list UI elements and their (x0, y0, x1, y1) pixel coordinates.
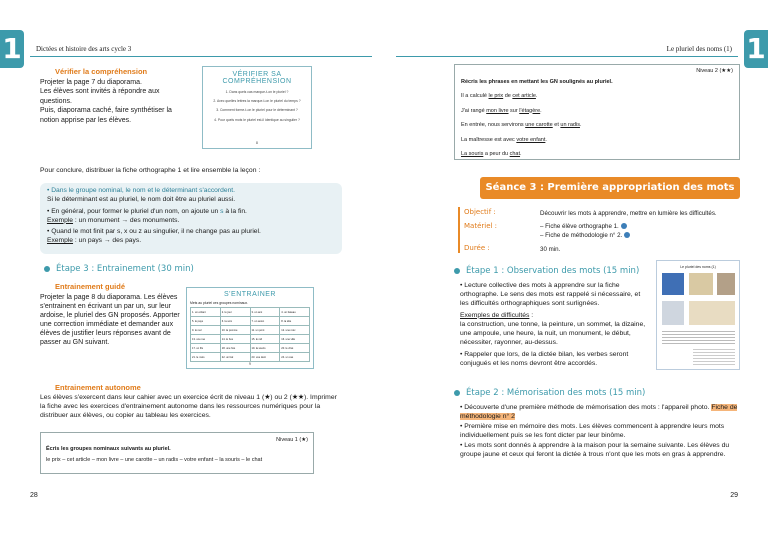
train-card-page: 9 (249, 362, 251, 367)
guided-text: Projeter la page 8 du diaporama. Les élèves s'entrainent en écrivant un par un, sur leur ardoise, le pluriel des GN proposés. Apporter une correction immédiate et demander aux élèves de justifier leurs réponses avant de passer au GN suivant. (40, 294, 180, 347)
train-table-cell: 1. un enfant (191, 308, 221, 317)
chapter-tab: 1 (0, 30, 24, 68)
materiel-1: – Fiche élève orthographe 1. (540, 223, 627, 230)
bullet-dot-icon (454, 268, 460, 274)
memorisation-block (460, 404, 742, 460)
guided-title: Entrainement guidé (55, 282, 126, 291)
exercise-1-card (40, 432, 314, 474)
bullet-dot-icon (44, 266, 50, 272)
etape3-heading (44, 264, 194, 274)
thumbnail-image (689, 273, 713, 295)
autonomous-text: Les élèves s'exercent dans leur cahier avec un exercice écrit de niveau 1 (★) ou 2 (★★). Imprimer la fiche avec les exercices d'entrainement autonome dans les ressources numériques pour la distribuer aux élèves, ou copier au tableau les exercices. (40, 394, 337, 419)
verify-card-title: VÉRIFIER SA COMPRÉHENSION (222, 71, 292, 85)
verify-title: Vérifier la compréhension (55, 67, 148, 76)
right-page (384, 0, 768, 543)
lesson-box (40, 183, 342, 254)
etape2-heading (454, 388, 645, 398)
example-label: Exemple (47, 216, 74, 224)
train-table-row (191, 308, 310, 317)
train-table-cell: 2. le jour (220, 308, 250, 317)
train-table-cell: 3. un ami (250, 308, 280, 317)
train-table-row (191, 353, 310, 362)
lesson-rule-2b: à la fin. (223, 207, 247, 215)
verify-card-page: 8 (256, 141, 258, 146)
thumbnail-image (689, 301, 735, 325)
verify-q4: 4. Pour quels mots le pluriel est-il identique au singulier ? (214, 117, 300, 122)
verify-q2: 2. Avec quelles lettres la marque-t-on le pluriel du temps ? (213, 98, 301, 103)
methodology-highlight: Fiche de méthodologie n° 2 (460, 404, 738, 420)
train-table-cell: 17. un fils (191, 344, 221, 353)
memo-p3: • Les mots sont donnés à apprendre à la maison pour la semaine suivante. Les élèves du groupe jaune et ceux qui feront la dictée à trous n'ont que les mots en gras à apprendre. (460, 441, 730, 458)
thumbnail-image (717, 273, 735, 295)
example-2: : un pays → des pays. (73, 237, 142, 245)
train-table-cell: 24. un cas (280, 353, 310, 362)
objective-text: Découvrir les mots à apprendre, mettre en lumière les difficultés. (540, 210, 717, 217)
observation-p2: • Rappeler que lors, de la dictée bilan, les verbes seront conjugués et les noms devront être accordés. (460, 350, 629, 367)
example-label-2: Exemple (47, 237, 74, 245)
fiche-thumbnail (656, 260, 740, 370)
header-rule (396, 56, 738, 57)
lesson-rule-3: • Quand le mot finit par s, x ou z au singulier, il ne change pas au pluriel. (47, 228, 261, 236)
train-table-cell: 23. une dent (250, 353, 280, 362)
observation-p1: • Lecture collective des mots à apprendre sur la fiche orthographe. Le sens des mots est rappelé si nécessaire, et les difficultés orthographiques sont surlignées. (460, 282, 641, 307)
train-table-cell: 14. le bus (220, 335, 250, 344)
header-rule (30, 56, 372, 57)
materiel-2: – Fiche de méthodologie n° 2. (540, 232, 630, 239)
etape1-title: Étape 1 : Observation des mots (15 min) (466, 266, 640, 276)
thumbnail-text (662, 331, 735, 345)
train-card (186, 287, 314, 369)
thumbnail-text (693, 349, 735, 365)
train-card-title: S'ENTRAINER (224, 291, 276, 298)
train-table-row (191, 317, 310, 326)
train-table (190, 307, 310, 362)
bullet-dot-icon (454, 390, 460, 396)
duree-label: Durée : (464, 244, 490, 252)
train-table-cell: 5. le pays (191, 317, 221, 326)
sentence-5: La souris a peur du chat. (461, 151, 522, 157)
verify-q3: 3. Comment forme-t-on le pluriel pour le déterminant ? (216, 108, 298, 113)
observation-block: • Lecture collective des mots à apprendre sur la fiche orthographe. Le sens des mots est rappelé si nécessaire, et les difficultés orthographiques sont surlignées. Exemples de difficultés : la construction, une tonne, la peinture, un sommet, la dizaine, une ampoule, une heure, la nuit, un monument, le début, nécessiter, rayonner, au-dessus. • Rappeler que lors, de la dictée bilan, les verbes seront conjugués et les noms devront être accordés. (460, 282, 650, 369)
lesson-rule-1: • Dans le groupe nominal, le nom et le déterminant s'accordent. (47, 187, 235, 194)
level-2-label: Niveau 2 (★★) (696, 68, 733, 74)
train-table-cell: 15. le nid (250, 335, 280, 344)
resource-icon (621, 223, 627, 229)
lesson-rule-1b: Si le déterminant est au pluriel, le nom doit être au pluriel aussi. (47, 195, 236, 203)
sentence-2: J'ai rangé mon livre sur l'étagère. (461, 107, 542, 114)
running-head: Le pluriel des noms (1) (666, 45, 732, 53)
train-table-cell: 11. un pont (250, 326, 280, 335)
train-table-cell: 13. une rue (191, 335, 221, 344)
train-table-cell: 19. la souris (250, 344, 280, 353)
train-table-row (191, 335, 310, 344)
verify-q1: 1. Dans quels cas marque-t-on le pluriel ? (225, 90, 289, 94)
meta-bar (458, 207, 460, 253)
exercise-1-instruction: Écris les groupes nominaux suivants au pluriel. (46, 446, 171, 452)
etape2-title: Étape 2 : Mémorisation des mots (15 min) (466, 388, 646, 398)
chapter-tab: 1 (744, 30, 768, 68)
thumbnail-title: Le pluriel des noms (1) (680, 265, 716, 269)
train-table-cell: 7. un avion (250, 317, 280, 326)
seance-banner: Séance 3 : Première appropriation des mots (480, 177, 740, 199)
difficulties-label: Exemples de difficultés (460, 311, 530, 319)
autonomous-title: Entrainement autonome (55, 383, 141, 392)
exercise-1-words: le prix – cet article – mon livre – une carotte – un radis – votre enfant – la souris – le chat (46, 457, 263, 463)
level-1-label: Niveau 1 (★) (276, 437, 308, 443)
train-table-cell: 18. une fois (220, 344, 250, 353)
verify-text: Projeter la page 7 du diaporama. Les élèves sont invités à répondre aux questions. Puis, diaporama caché, faire synthétiser la notion apprise par les élèves. (40, 79, 172, 124)
train-table-cell: 9. le nez (191, 326, 221, 335)
exercise-2-card (454, 64, 740, 160)
sentence-4: La maîtresse est avec votre enfant. (461, 136, 547, 143)
duree-text: 30 min. (540, 246, 561, 253)
train-table-row (191, 326, 310, 335)
train-table-row (191, 344, 310, 353)
etape3-title: Étape 3 : Entrainement (30 min) (56, 264, 194, 274)
verify-card (202, 66, 312, 149)
train-table-cell: 4. un bateau (280, 308, 310, 317)
page-number: 29 (730, 492, 738, 499)
train-table-cell: 12. une noix (280, 326, 310, 335)
train-table-cell: 16. une ville (280, 335, 310, 344)
lesson-rule-2: • En général, pour former le pluriel d'un nom, on ajoute un (47, 207, 221, 215)
difficulties-words: la construction, une tonne, la peinture, un sommet, la dizaine, une ampoule, une heure, la nuit, un monument, le début, nécessiter, rayonner, au-dessus. (460, 320, 646, 346)
sentence-1: Il a calculé le prix de cet article. (461, 93, 538, 99)
page-number: 28 (30, 492, 38, 499)
thumbnail-image (662, 301, 684, 325)
train-table-cell: 6. la voix (220, 317, 250, 326)
train-table-cell: 20. le chat (280, 344, 310, 353)
resource-icon (624, 232, 630, 238)
materiel-label: Matériel : (464, 222, 498, 230)
memo-p1: • Découverte d'une première méthode de mémorisation des mots : l'appareil photo. (460, 404, 712, 411)
example-1: : un monument → des monuments. (73, 216, 180, 224)
sentence-3: En entrée, nous servirons une carotte et un radis. (461, 122, 582, 128)
train-card-subtitle: Mets au pluriel ces groupes nominaux. (190, 301, 249, 305)
memo-p2: • Première mise en mémoire des mots. Les élèves commencent à apprendre leurs mots individuellement puis se les font dicter par leur binôme. (460, 422, 725, 439)
exercise-2-instruction: Récris les phrases en mettant les GN soulignés au pluriel. (461, 78, 613, 85)
train-table-cell: 8. la tête (280, 317, 310, 326)
conclude-text: Pour conclure, distribuer la fiche orthographe 1 et lire ensemble la leçon : (40, 167, 261, 174)
running-head: Dictées et histoire des arts cycle 3 (36, 45, 132, 53)
thumbnail-map (662, 273, 684, 295)
objective-label: Objectif : (464, 208, 496, 216)
train-table-cell: 22. un bal (220, 353, 250, 362)
train-table-cell: 21. le mois (191, 353, 221, 362)
lesson-s: s (220, 207, 224, 215)
etape1-heading (454, 266, 639, 276)
train-table-cell: 10. la pomme (220, 326, 250, 335)
